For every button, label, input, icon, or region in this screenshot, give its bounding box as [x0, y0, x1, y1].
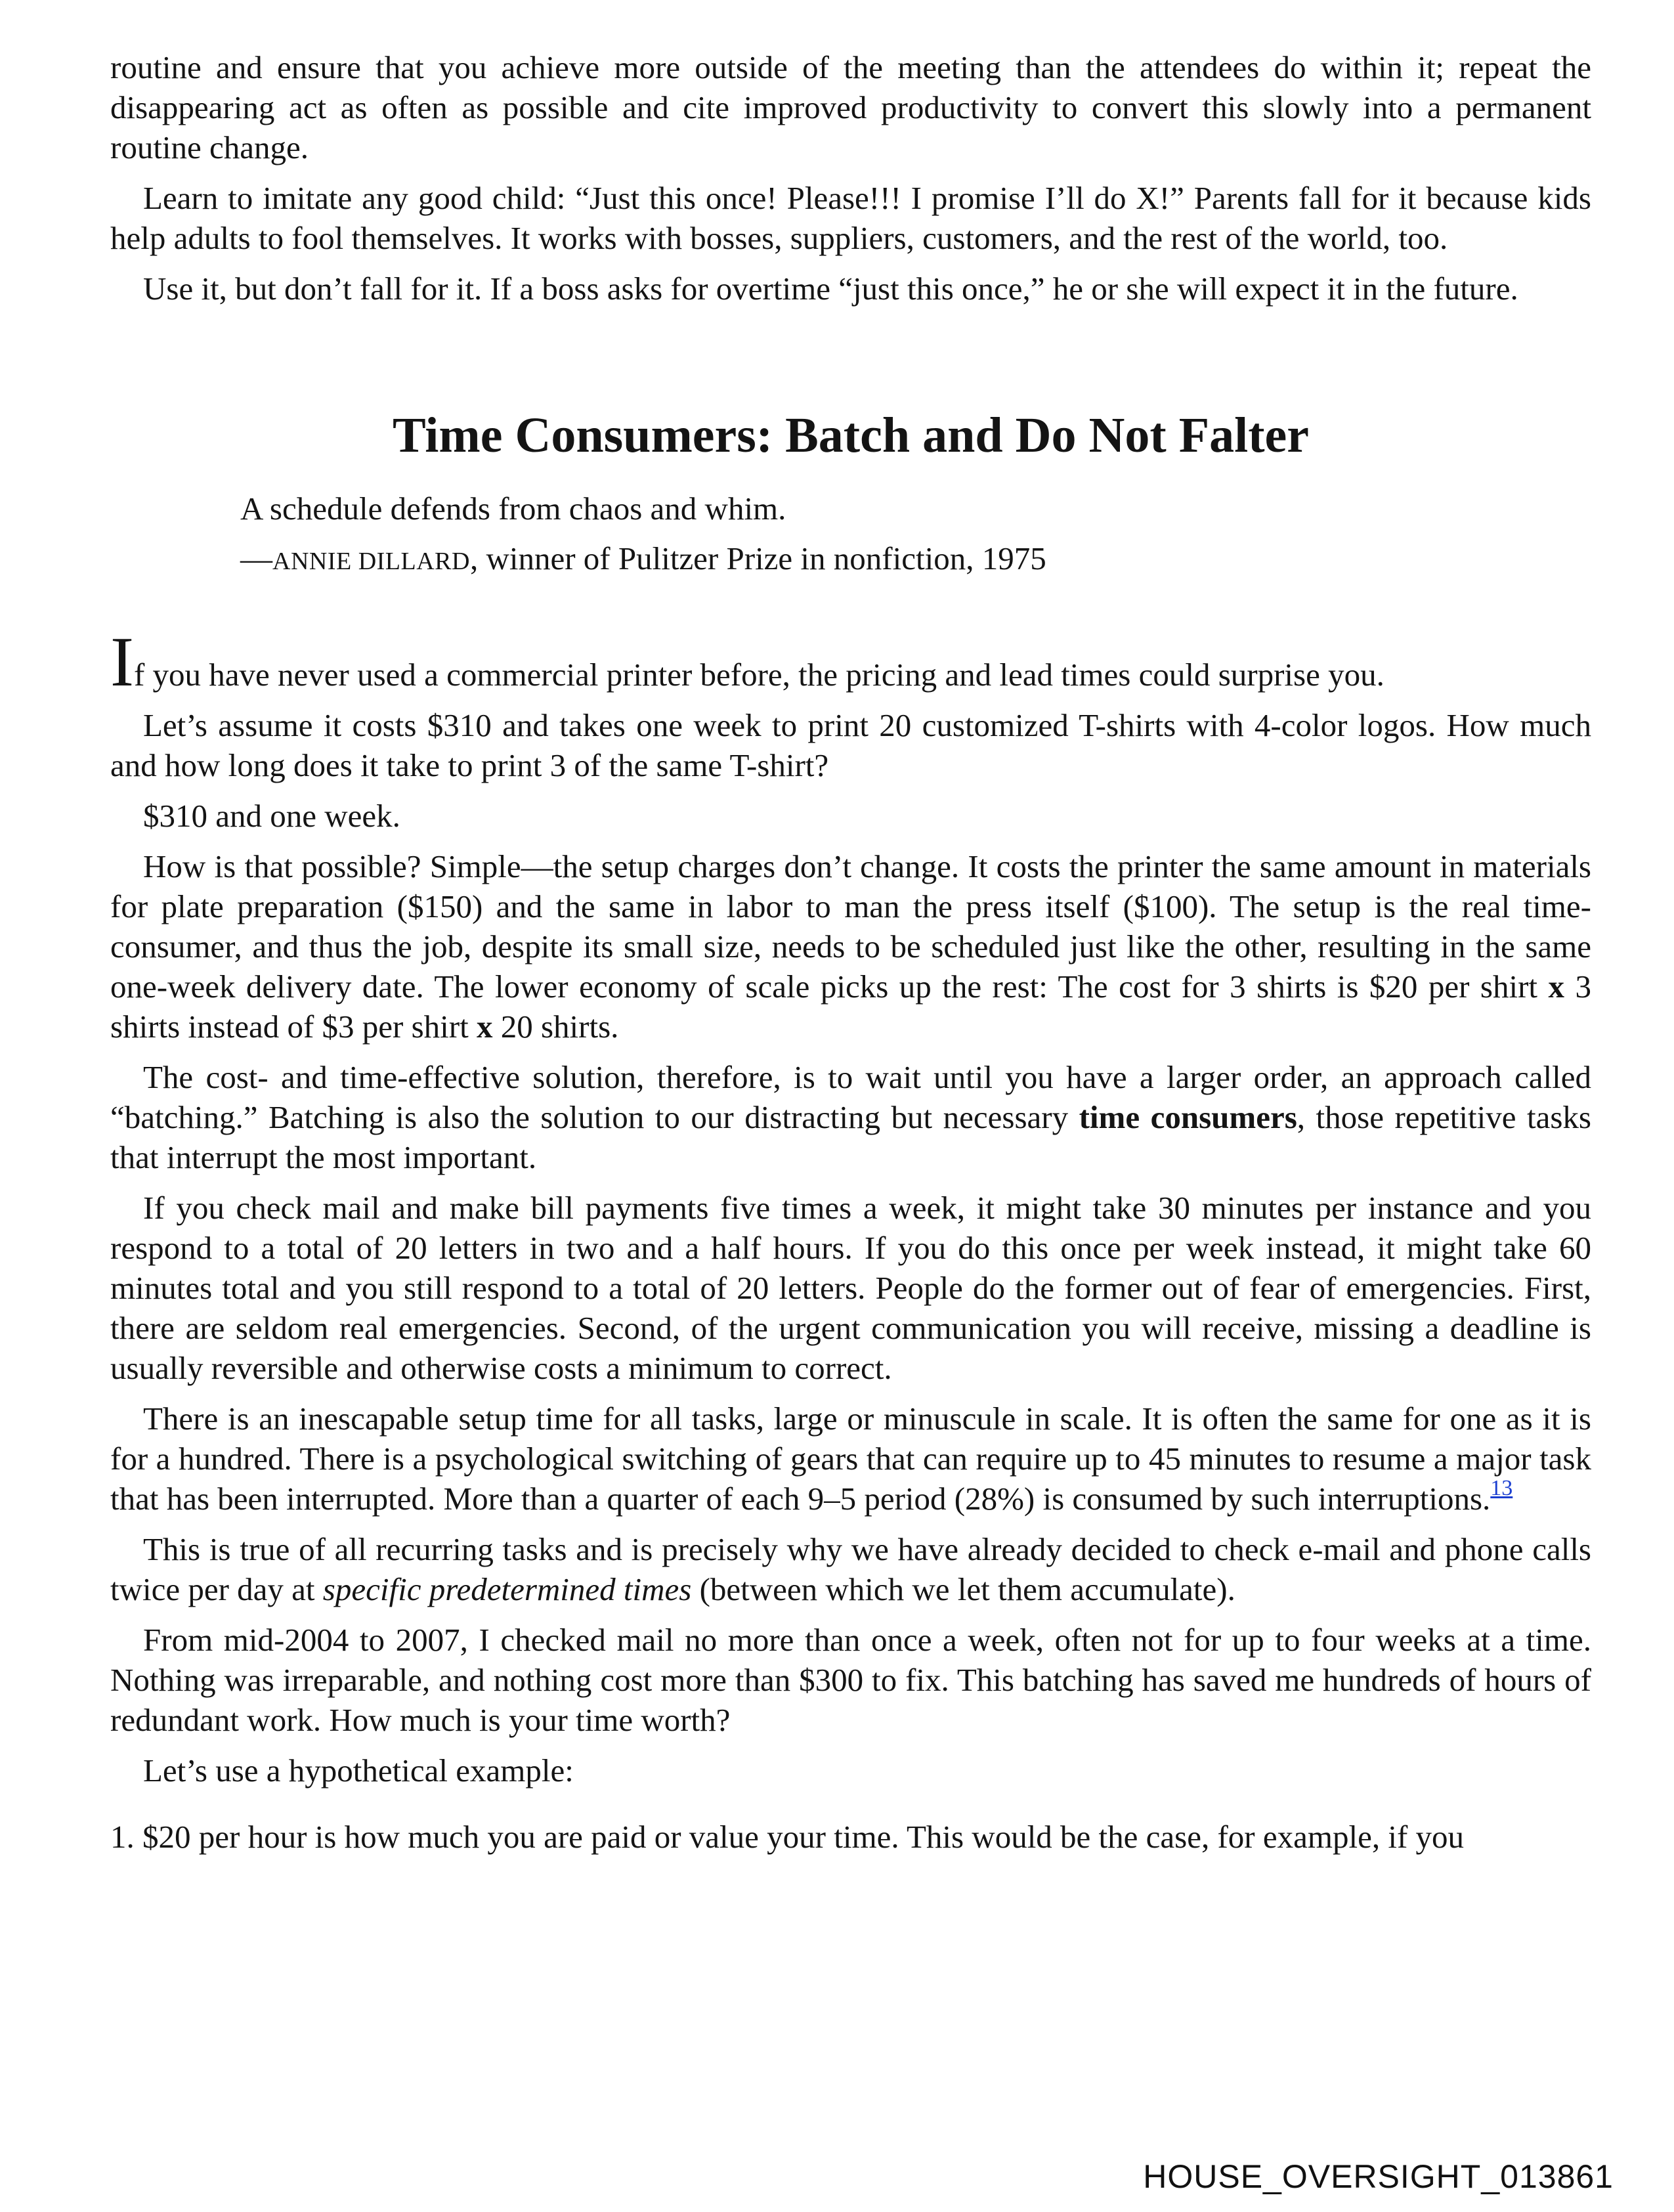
epigraph-credit: , winner of Pulitzer Prize in nonfiction, 1975: [469, 540, 1046, 576]
multiply-sign: x: [476, 1008, 493, 1045]
footnote-link-13[interactable]: 13: [1490, 1476, 1513, 1500]
paragraph-setup-charges: [110, 846, 1591, 1047]
recurring-text-a: This is true of all recurring tasks and is precisely why we have already decided to check e-mail and phone calls twice per day at: [110, 1531, 1591, 1607]
epigraph-dash: —: [240, 540, 272, 576]
epigraph: [240, 488, 1591, 582]
paragraph-tshirt-assumption: Let’s assume it costs $310 and takes one week to print 20 customized T-shirts with 4-color logos. How much and how long does it take to print 3 of the same T-shirt?: [110, 707, 1591, 783]
emphasis-specific-times: specific predetermined times: [322, 1571, 692, 1607]
paragraph-mid-2004: From mid-2004 to 2007, I checked mail no more than once a week, often not for up to four weeks at a time. Nothing was irreparable, and nothing cost more than $300 to fix. This batching has saved me hundreds of hours of redundant work. How much is your time worth?: [110, 1622, 1591, 1738]
drop-cap-letter: I: [110, 623, 134, 701]
multiply-sign: x: [1548, 968, 1565, 1005]
paragraph-batching: [110, 1057, 1591, 1177]
paragraph-intro-text: f you have never used a commercial printer before, the pricing and lead times could surprise you.: [133, 657, 1384, 693]
paragraph-setup-time: [110, 1399, 1591, 1519]
section-title: Time Consumers: Batch and Do Not Falter: [392, 408, 1310, 463]
paragraph-hypothetical: Let’s use a hypothetical example:: [143, 1752, 574, 1789]
paragraph-overtime: Use it, but don’t fall for it. If a boss asks for overtime “just this once,” he or she will expect it in the future.: [143, 271, 1518, 307]
paragraph-recurring-tasks: [110, 1529, 1591, 1609]
recurring-text-b: (between which we let them accumulate).: [691, 1571, 1235, 1607]
setup-time-text: There is an inescapable setup time for all tasks, large or minuscule in scale. It is often the same for one as it is for a hundred. There is a psychological switching of gears that can require up to 45 minutes to resume a major task that has been interrupted. More than a quarter of each 9–5 period (28%) is consumed by such interruptions.: [110, 1400, 1591, 1517]
epigraph-attribution: [240, 538, 1591, 582]
setup-charges-text-a: How is that possible? Simple—the setup charges don’t change. It costs the printer the same amount in materials for plate preparation ($150) and the same in labor to man the press itself ($100). The setup is the real time-consumer, and thus the job, despite its small size, needs to be scheduled just like the other, resulting in the same one-week delivery date. The lower economy of scale picks up the rest: The cost for 3 shirts is $20 per shirt: [110, 848, 1591, 1005]
paragraph-answer: $310 and one week.: [143, 798, 400, 834]
epigraph-quote: A schedule defends from chaos and whim.: [240, 490, 786, 527]
paragraph-good-child: Learn to imitate any good child: “Just this once! Please!!! I promise I’ll do X!” Parents fall for it because kids help adults to fool themselves. It works with bosses, suppliers, customers, and the rest of the world, too.: [110, 180, 1591, 256]
bates-stamp: HOUSE_OVERSIGHT_013861: [1143, 2158, 1614, 2195]
setup-charges-text-c: 20 shirts.: [492, 1008, 619, 1045]
setup-charges-text-b: 3 shirts instead of $3 per shirt: [110, 968, 1592, 1045]
batching-text-b: , those repetitive tasks that interrupt the most important.: [110, 1099, 1591, 1175]
paragraph-meeting-routine: routine and ensure that you achieve more outside of the meeting than the attendees do within it; repeat the disappearing act as often as possible and cite improved productivity to convert this slowly into a permanent routine change.: [110, 49, 1591, 165]
paragraph-intro: [110, 623, 1591, 701]
paragraph-mail: If you check mail and make bill payments five times a week, it might take 30 minutes per instance and you respond to a total of 20 letters in two and a half hours. If you do this once per week instead, it might take 60 minutes total and you still respond to a total of 20 letters. People do the former out of fear of emergencies. First, there are seldom real emergencies. Second, of the urgent communication you will receive, missing a deadline is usually reversible and otherwise costs a minimum to correct.: [110, 1190, 1591, 1386]
batching-text-a: The cost- and time-effective solution, therefore, is to wait until you have a larger order, an approach called “batching.” Batching is also the solution to our distracting but necessary: [110, 1059, 1591, 1135]
term-time-consumers: time consumers: [1079, 1099, 1297, 1135]
list-item: 1. $20 per hour is how much you are paid or value your time. This would be the case, for example, if you: [110, 1819, 1465, 1855]
document-page: [110, 47, 1591, 1857]
epigraph-author: ANNIE DILLARD: [272, 548, 470, 575]
